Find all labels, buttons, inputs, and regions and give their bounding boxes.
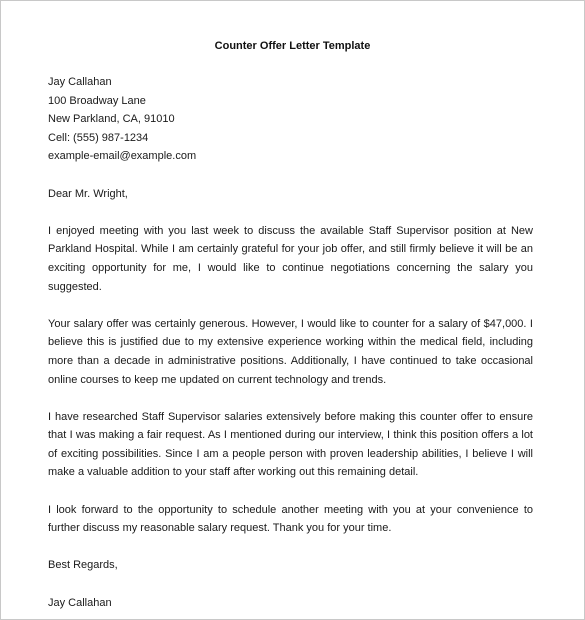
body-paragraph: I have researched Staff Supervisor salaries extensively before making this counter offer to ensure that I was making a fair request. As I mentioned during our interview, I think this position offers a lot of exciting possibilities. Since I am a people person with proven leadership abilities, I believe I will make a valuable addition to your staff after working out this remaining detail. [48,410,533,479]
spacer [48,203,533,222]
sender-cell: Cell: (555) 987-1234 [48,131,149,144]
letter-body [48,73,533,612]
closing: Best Regards, [48,559,118,572]
spacer [48,166,533,185]
sender-name: Jay Callahan [48,76,112,88]
signature: Jay Callahan [48,596,112,609]
sender-street: 100 Broadway Lane [48,94,146,107]
body-paragraph: Your salary offer was certainly generous. However, I would like to counter for a salary of $47,000. I believe this is justified due to my extensive experience working within the medical field, including more than a decade in administrative positions. Additionally, I have continued to take occasional online courses to keep me updated on current technology and trends. [48,317,533,386]
salutation: Dear Mr. Wright, [48,187,128,200]
spacer [48,296,533,315]
body-paragraph: I enjoyed meeting with you last week to discuss the available Staff Supervisor position at New Parkland Hospital. While I am certainly grateful for your job offer, and still firmly believe it will be an exciting opportunity for me, I would like to continue negotiations concerning the salary you suggested. [48,224,533,293]
spacer [48,538,533,557]
spacer [48,389,533,408]
sender-city: New Parkland, CA, 91010 [48,113,175,126]
sender-email: example-email@example.com [48,150,197,163]
sender-address-block [48,73,533,166]
spacer [48,575,533,594]
spacer [48,482,533,501]
body-paragraph: I look forward to the opportunity to schedule another meeting with you at your convenience to further discuss my reasonable salary request. Thank you for your time. [48,503,533,535]
document-title: Counter Offer Letter Template [214,40,371,52]
